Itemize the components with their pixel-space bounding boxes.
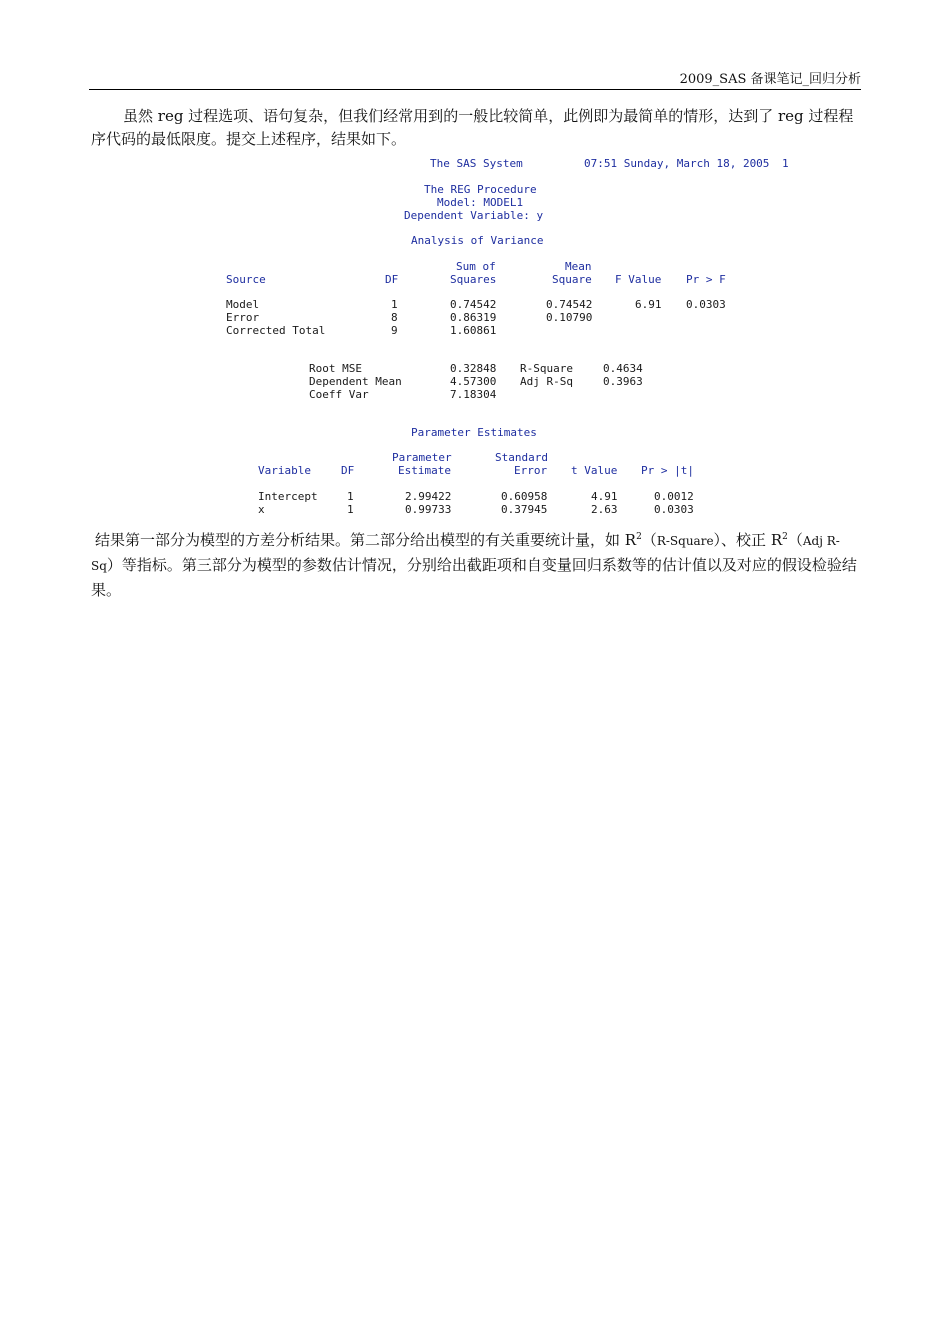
params-header-t: t Value [571, 464, 618, 477]
anova-header-ms-2: Square [552, 273, 592, 286]
anova-row-df: 9 [391, 324, 398, 337]
anova-header-f: F Value [615, 273, 662, 286]
params-row-p: 0.0012 [654, 490, 694, 503]
conclusion-text-3: ）等指标。第三部分为模型的参数估计情况，分别给出截距项和自变量回归系数等的估计值以及对应的假设检验结果。 [91, 556, 857, 599]
paren-open: （ [787, 531, 803, 549]
params-row-est: 2.99422 [405, 490, 452, 503]
conclusion-paragraph [91, 528, 861, 602]
params-row-variable: x [258, 503, 265, 516]
params-row-df: 1 [347, 503, 354, 516]
sas-timestamp: 07:51 Sunday, March 18, 2005 [584, 157, 770, 170]
params-header-se-1: Standard [495, 451, 548, 464]
anova-row-ms: 0.10790 [546, 311, 593, 324]
anova-row-ss: 0.86319 [450, 311, 497, 324]
params-row-t: 2.63 [591, 503, 618, 516]
anova-row-ss: 0.74542 [450, 298, 497, 311]
anova-row-ss: 1.60861 [450, 324, 497, 337]
anova-row-source: Error [226, 311, 260, 324]
params-header-est-2: Estimate [398, 464, 451, 477]
anova-header-p: Pr > F [686, 273, 726, 286]
anova-header-df: DF [385, 273, 399, 286]
params-header-p: Pr > |t| [641, 464, 694, 477]
sas-output [0, 0, 950, 528]
sas-system-title: The SAS System [430, 157, 523, 170]
anova-row-source: Corrected Total [226, 324, 326, 337]
fit-root-mse-label: Root MSE [309, 362, 362, 375]
rsq-term: R-Square [656, 534, 714, 548]
paren-open: （ [641, 531, 657, 549]
anova-header-source: Source [226, 273, 266, 286]
params-row-variable: Intercept [258, 490, 318, 503]
anova-header-ss-2: Squares [450, 273, 497, 286]
params-row-df: 1 [347, 490, 354, 503]
params-row-se: 0.60958 [501, 490, 548, 503]
sas-model: Model: MODEL1 [437, 196, 524, 209]
params-header-df: DF [341, 464, 355, 477]
intro-paragraph: 虽然 reg 过程选项、语句复杂，但我们经常用到的一般比较简单，此例即为最简单的情形，达到了 reg 过程程序代码的最低限度。提交上述程序，结果如下。 [91, 107, 854, 148]
params-header-se-2: Error [514, 464, 548, 477]
anova-row-df: 8 [391, 311, 398, 324]
anova-header-ss-1: Sum of [456, 260, 496, 273]
fit-rsq-label: R-Square [520, 362, 573, 375]
anova-row-p: 0.0303 [686, 298, 726, 311]
fit-root-mse-value: 0.32848 [450, 362, 497, 375]
params-header-est-1: Parameter [392, 451, 452, 464]
fit-adj-rsq-label: Adj R-Sq [520, 375, 573, 388]
params-header-variable: Variable [258, 464, 311, 477]
conclusion-text-2: ）、校正 R [713, 531, 783, 549]
adj-rsq-term: Adj R-Sq [91, 534, 840, 573]
params-row-se: 0.37945 [501, 503, 548, 516]
anova-title: Analysis of Variance [411, 234, 544, 247]
superscript-2: 2 [636, 532, 642, 542]
anova-row-f: 6.91 [635, 298, 662, 311]
page-header: 2009_SAS 备课笔记_回归分析 [679, 72, 861, 87]
anova-row-df: 1 [391, 298, 398, 311]
fit-coeff-var-label: Coeff Var [309, 388, 369, 401]
anova-row-source: Model [226, 298, 260, 311]
anova-row-ms: 0.74542 [546, 298, 593, 311]
superscript-2: 2 [782, 532, 788, 542]
params-row-est: 0.99733 [405, 503, 452, 516]
fit-dep-mean-value: 4.57300 [450, 375, 497, 388]
anova-header-ms-1: Mean [565, 260, 592, 273]
fit-coeff-var-value: 7.18304 [450, 388, 497, 401]
params-title: Parameter Estimates [411, 426, 537, 439]
sas-procedure: The REG Procedure [424, 183, 537, 196]
fit-rsq-value: 0.4634 [603, 362, 643, 375]
sas-dependent: Dependent Variable: y [404, 209, 544, 222]
fit-dep-mean-label: Dependent Mean [309, 375, 402, 388]
sas-page-number: 1 [782, 157, 789, 170]
conclusion-text-1: 结果第一部分为模型的方差分析结果。第二部分给出模型的有关重要统计量，如 R [95, 531, 637, 549]
params-row-p: 0.0303 [654, 503, 694, 516]
fit-adj-rsq-value: 0.3963 [603, 375, 643, 388]
params-row-t: 4.91 [591, 490, 618, 503]
